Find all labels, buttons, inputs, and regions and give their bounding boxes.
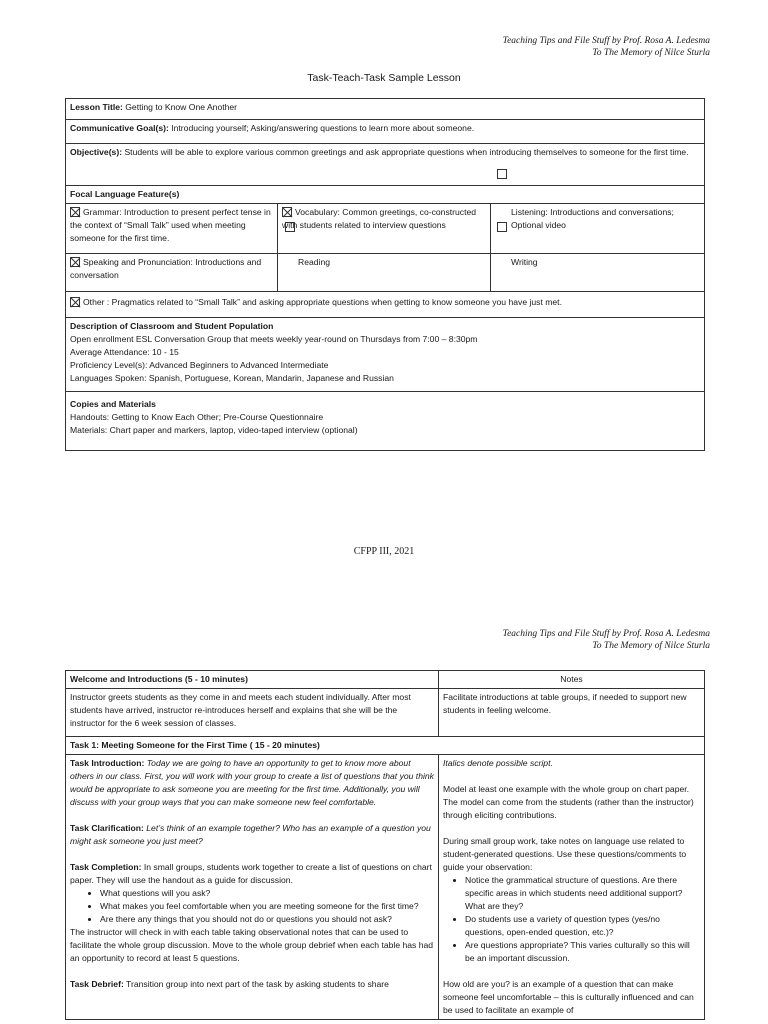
other-cell bbox=[66, 292, 705, 318]
header-line-1: Teaching Tips and File Stuff by Prof. Rosa A. Ledesma bbox=[502, 629, 710, 639]
completion-bullet-list bbox=[70, 887, 434, 926]
page-header bbox=[503, 35, 710, 59]
task1-header: Task 1: Meeting Someone for the First Time ( 15 - 20 minutes) bbox=[66, 737, 705, 755]
goal-value: Introducing yourself; Asking/answering questions to learn more about someone. bbox=[168, 123, 475, 133]
copies-line: Handouts: Getting to Know Each Other; Pre-Course Questionnaire bbox=[70, 412, 324, 422]
notes-bullet-list bbox=[443, 874, 700, 965]
task-clarification-label: Task Clarification: bbox=[70, 823, 144, 833]
grammar-cell bbox=[66, 204, 278, 254]
task-debrief-text: Transition group into next part of the task by asking students to share bbox=[123, 979, 389, 989]
task-clarification-text: Let’s think of an example together? Who has an example of a question you might ask someone you just meet? bbox=[70, 823, 431, 846]
task1-procedure bbox=[66, 755, 439, 1020]
list-item: • Do students use a variety of question types (yes/no questions, open-ended question, etc.)? bbox=[465, 913, 700, 939]
description-label: Description of Classroom and Student Population bbox=[70, 321, 274, 331]
objective-cell bbox=[66, 144, 705, 186]
lesson-overview-table bbox=[65, 98, 705, 451]
focal-language-label: Focal Language Feature(s) bbox=[66, 186, 705, 204]
lesson-procedure-table bbox=[65, 670, 705, 1020]
unchecked-box-icon[interactable] bbox=[285, 222, 295, 232]
listening-text: Listening: Introductions and conversations; Optional video bbox=[511, 207, 674, 230]
welcome-text: Instructor greets students as they come in and meets each student individually. After most students have arrived, instructor re-introduces herself and explains that she will be the instructor for the 6 week session of classes. bbox=[66, 689, 439, 737]
description-line: Average Attendance: 10 - 15 bbox=[70, 347, 179, 357]
list-item: • Are there any things that you should not do or questions you should not ask? bbox=[100, 913, 434, 926]
lesson-title-value: Getting to Know One Another bbox=[122, 102, 238, 112]
task-completion bbox=[70, 861, 434, 887]
notes-italic-hint: Italics denote possible script. bbox=[443, 758, 553, 768]
unchecked-box-icon[interactable] bbox=[497, 222, 507, 232]
communicative-goal-cell bbox=[66, 120, 705, 144]
description-line: Proficiency Level(s): Advanced Beginners to Advanced Intermediate bbox=[70, 360, 329, 370]
speaking-text: Speaking and Pronunciation: Introductions and conversation bbox=[70, 257, 262, 280]
task-introduction-text: Today we are going to have an opportunity to get to know more about others in our class. First, you will work with your group to create a list of questions that you think would be appropriate to ask someone you are meeting for the first time. Additionally, you will discuss with your group ways that you can make someone new feel comfortable. bbox=[70, 758, 434, 807]
copies-materials-cell bbox=[66, 392, 705, 451]
header-line-1: Teaching Tips and File Stuff by Prof. Rosa A. Ledesma bbox=[502, 36, 710, 46]
list-item: • Notice the grammatical structure of questions. Are there specific areas in which students need additional support? What are they? bbox=[465, 874, 700, 913]
description-line: Languages Spoken: Spanish, Portuguese, Korean, Mandarin, Japanese and Russian bbox=[70, 373, 394, 383]
other-text: Other : Pragmatics related to “Small Talk” and asking appropriate questions when getting to know someone you have just met. bbox=[83, 297, 562, 307]
objective-value: Students will be able to explore various common greetings and ask appropriate questions when introducing themselves to someone for the first time. bbox=[122, 147, 689, 157]
list-item: • What questions will you ask? bbox=[100, 887, 434, 900]
page-footer: CFPP III, 2021 bbox=[353, 546, 415, 557]
unchecked-box-icon[interactable] bbox=[497, 169, 507, 179]
vocabulary-cell bbox=[278, 204, 491, 254]
listening-cell bbox=[491, 204, 705, 254]
speaking-cell bbox=[66, 254, 278, 292]
notes-how-old: How old are you? is an example of a question that can make someone feel uncomfortable – this is culturally influenced and can be used to facilitate an example of bbox=[443, 979, 694, 1015]
grammar-text: Grammar: Introduction to present perfect tense in the context of “Small Talk” used when meeting someone for the first time. bbox=[70, 207, 271, 243]
welcome-notes: Facilitate introductions at table groups, if needed to support new students in feeling welcome. bbox=[439, 689, 705, 737]
header-line-2: To The Memory of Nilce Sturla bbox=[592, 641, 710, 651]
vocabulary-text: Vocabulary: Common greetings, co-constructed with students related to interview questions bbox=[282, 207, 477, 230]
objective-label: Objective(s): bbox=[70, 147, 123, 157]
description-line: Open enrollment ESL Conversation Group that meets weekly year-round on Thursdays from 7:00 – 8:30pm bbox=[70, 334, 478, 344]
writing-cell bbox=[491, 254, 705, 292]
checked-box-icon[interactable] bbox=[70, 297, 80, 307]
notes-during: During small group work, take notes on language use related to student-generated questions. Use these questions/comments to guide your observation: bbox=[443, 836, 687, 872]
lesson-title-label: Lesson Title: bbox=[70, 102, 123, 112]
list-item: • What makes you feel comfortable when you are meeting someone for the first time? bbox=[100, 900, 434, 913]
task-completion-label: Task Completion: bbox=[70, 862, 142, 872]
task-debrief bbox=[70, 978, 434, 991]
list-item: • Are questions appropriate? This varies culturally so this will be an important discussion. bbox=[465, 939, 700, 965]
task-introduction bbox=[70, 757, 434, 809]
document-title: Task-Teach-Task Sample Lesson bbox=[307, 72, 461, 84]
goal-label: Communicative Goal(s): bbox=[70, 123, 169, 133]
task1-notes bbox=[439, 755, 705, 1020]
reading-cell bbox=[278, 254, 491, 292]
notes-header: Notes bbox=[439, 671, 705, 689]
task-introduction-label: Task Introduction: bbox=[70, 758, 145, 768]
task-completion-text: In small groups, students work together to create a list of questions on chart paper. They will use the handout as a guide for discussion. bbox=[70, 862, 432, 885]
checked-box-icon[interactable] bbox=[70, 257, 80, 267]
writing-text: Writing bbox=[511, 257, 538, 267]
page-header bbox=[503, 628, 710, 652]
checked-box-icon[interactable] bbox=[70, 207, 80, 217]
task-clarification bbox=[70, 822, 434, 848]
notes-model: Model at least one example with the whole group on chart paper. The model can come from the students (rather than the instructor) through eliciting contributions. bbox=[443, 784, 694, 820]
task-debrief-label: Task Debrief: bbox=[70, 979, 124, 989]
header-line-2: To The Memory of Nilce Sturla bbox=[592, 48, 710, 58]
description-cell bbox=[66, 318, 705, 392]
checked-box-icon[interactable] bbox=[282, 207, 292, 217]
copies-line: Materials: Chart paper and markers, laptop, video-taped interview (optional) bbox=[70, 425, 358, 435]
task-completion-followup: The instructor will check in with each table taking observational notes that can be used to facilitate the whole group discussion. Move to the whole group debrief when each table has had an opportunity to record at least 5 questions. bbox=[70, 927, 434, 963]
welcome-header: Welcome and Introductions (5 - 10 minutes) bbox=[66, 671, 439, 689]
lesson-title-cell bbox=[66, 99, 705, 120]
reading-text: Reading bbox=[298, 257, 331, 267]
copies-label: Copies and Materials bbox=[70, 399, 156, 409]
